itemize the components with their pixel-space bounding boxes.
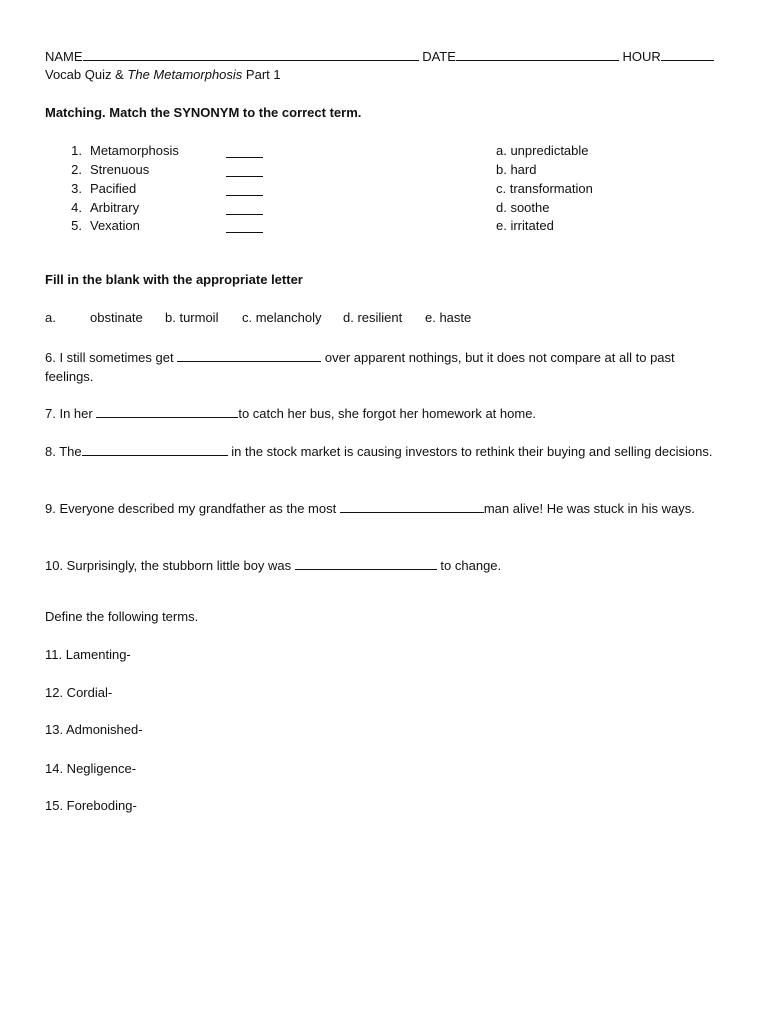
- word-bank-option: obstinate: [90, 310, 143, 325]
- define-term: 12. Cordial-: [45, 685, 113, 700]
- matching-answer-blank[interactable]: [226, 202, 263, 215]
- word-bank-option: c. melancholy: [242, 310, 322, 325]
- answer-blank[interactable]: [177, 349, 321, 362]
- answer-blank[interactable]: [82, 443, 228, 456]
- fill-blank-instruction: Fill in the blank with the appropriate letter: [45, 272, 303, 287]
- question-text: man alive! He was stuck in his ways.: [483, 501, 695, 516]
- question-7: [45, 404, 725, 423]
- date-label: DATE: [422, 49, 456, 64]
- matching-number: 3.: [71, 181, 82, 196]
- matching-option: c. transformation: [496, 181, 593, 196]
- question-text: 6. I still sometimes get: [45, 350, 174, 365]
- subtitle-prefix: Vocab Quiz &: [45, 67, 124, 82]
- matching-term: Strenuous: [90, 162, 150, 177]
- matching-option: d. soothe: [496, 200, 550, 215]
- matching-term: Vexation: [90, 218, 140, 233]
- matching-term: Pacified: [90, 181, 137, 196]
- answer-blank[interactable]: [340, 500, 484, 513]
- quiz-subtitle: [45, 67, 281, 82]
- matching-answer-blank[interactable]: [226, 220, 263, 233]
- hour-label: HOUR: [622, 49, 661, 64]
- answer-blank[interactable]: [295, 557, 437, 570]
- subtitle-suffix: Part 1: [245, 67, 281, 82]
- question-text: 10. Surprisingly, the stubborn little boy was: [45, 558, 292, 573]
- matching-number: 5.: [71, 218, 82, 233]
- matching-term: Arbitrary: [90, 200, 140, 215]
- question-text: over apparent nothings, but it does not compare at all to past feelings.: [45, 350, 675, 384]
- name-field[interactable]: [83, 48, 419, 61]
- matching-option: e. irritated: [496, 218, 554, 233]
- hour-field[interactable]: [661, 48, 714, 61]
- header-line: [45, 48, 717, 64]
- question-text: to change.: [440, 558, 502, 573]
- question-text: 7. In her: [45, 406, 93, 421]
- matching-answer-blank[interactable]: [226, 164, 263, 177]
- matching-option: a. unpredictable: [496, 143, 589, 158]
- define-term: 15. Foreboding-: [45, 798, 137, 813]
- question-text: in the stock market is causing investors to rethink their buying and selling decisions.: [231, 444, 713, 459]
- matching-number: 4.: [71, 200, 82, 215]
- question-text: 9. Everyone described my grandfather as the most: [45, 501, 337, 516]
- word-bank-option: b. turmoil: [165, 310, 219, 325]
- matching-answer-blank[interactable]: [226, 183, 263, 196]
- matching-term: Metamorphosis: [90, 143, 179, 158]
- word-bank-option: d. resilient: [343, 310, 403, 325]
- subtitle-title: The Metamorphosis: [127, 67, 243, 82]
- matching-answer-blank[interactable]: [226, 145, 263, 158]
- matching-instruction: Matching. Match the SYNONYM to the correct term.: [45, 105, 362, 120]
- define-term: 11. Lamenting-: [45, 647, 131, 662]
- question-6: [45, 348, 725, 386]
- name-label: NAME: [45, 49, 83, 64]
- question-9: [45, 499, 725, 518]
- matching-number: 2.: [71, 162, 82, 177]
- date-field[interactable]: [456, 48, 619, 61]
- define-term: 13. Admonished-: [45, 722, 143, 737]
- word-bank-option: e. haste: [425, 310, 472, 325]
- answer-blank[interactable]: [96, 405, 238, 418]
- question-10: [45, 556, 725, 575]
- question-8: [45, 442, 725, 461]
- word-bank-option: a.: [45, 310, 56, 325]
- question-text: to catch her bus, she forgot her homework at home.: [238, 406, 537, 421]
- define-term: 14. Negligence-: [45, 761, 137, 776]
- matching-number: 1.: [71, 143, 82, 158]
- matching-option: b. hard: [496, 162, 537, 177]
- question-text: 8. The: [45, 444, 82, 459]
- define-instruction: Define the following terms.: [45, 609, 199, 624]
